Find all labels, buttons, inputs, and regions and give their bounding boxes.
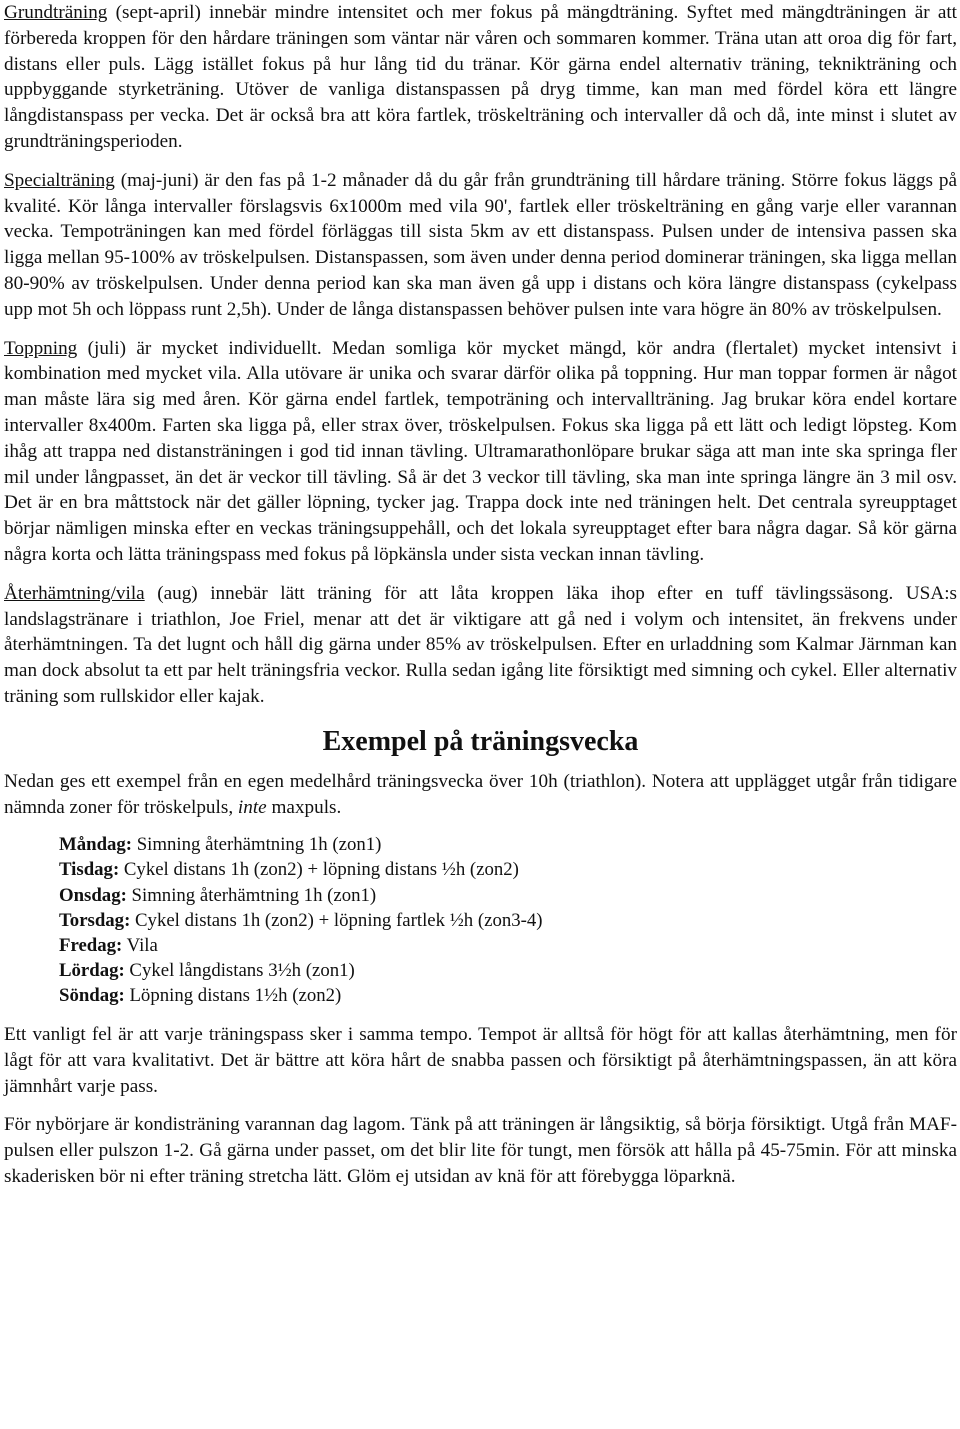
phase-term: Specialträning	[4, 169, 115, 191]
list-item	[59, 958, 957, 983]
example-intro-before: Nedan ges ett exempel från en egen medelhård träningsvecka över 10h (triathlon). Notera att upplägget utgår från tidigare nämnda zoner för tröskelpuls,	[4, 770, 957, 818]
day-plan: Cykel långdistans 3½h (zon1)	[124, 959, 355, 981]
example-intro-after: maxpuls.	[266, 796, 342, 818]
day-label: Fredag:	[59, 934, 123, 956]
example-intro-emphasis: inte	[237, 796, 267, 818]
day-plan: Cykel distans 1h (zon2) + löpning distans ½h (zon2)	[119, 859, 519, 881]
phase-toppning	[4, 336, 957, 568]
day-plan: Simning återhämtning 1h (zon1)	[126, 884, 377, 906]
list-item	[59, 832, 957, 857]
phase-text: (maj-juni) är den fas på 1-2 månader då du går från grundträning till hårdare träning. Större fokus läggs på kvalité. Kör långa intervaller förslagsvis 6x1000m med vila 90', fartlek eller tröskelträning en gång varje eller varannan vecka. Tempoträningen kan med fördel förläggas till sista 5km av ett distanspass. Pulsen under de intensiva passen ska ligga mellan 95-100% av tröskelpulsen. Distanspassen, som även under denna period dominerar träningen, ska ligga mellan 80-90% av tröskelpulsen. Under denna period kan ska man även gå upp i distans och köra längre distanspass (cykelpass upp mot 5h och löppass runt 2,5h). Under de långa distanspassen behöver pulsen inte vara högre än 80% av tröskelpulsen.	[4, 169, 957, 320]
phase-text: (aug) innebär lätt träning för att låta kroppen läka ihop efter en tuff tävlingssäsong. USA:s landslagstränare i triathlon, Joe Friel, menar att det är viktigare att gå ned i volym och intensitet, än frekvens under återhämtningen. Ta det lugnt och håll dig gärna under 85% av tröskelpulsen. Efter en urladdning som Kalmar Järnman kan man dock absolut ta ett par helt träningsfria veckor. Rulla sedan igång lite försiktigt med simning och cykel. Eller alternativ träning som rullskidor eller kajak.	[4, 582, 957, 707]
phase-term: Grundträning	[4, 2, 108, 23]
phase-term: Återhämtning/vila	[4, 582, 145, 604]
closing-paragraph-tempo: Ett vanligt fel är att varje träningspass sker i samma tempo. Tempot är alltså för högt för att kallas återhämtning, men för lågt för att vara kvalitativt. Det är bättre att köra hårt de snabba passen och försiktigt på återhämtningspassen, än att köra jämnhårt varje pass.	[4, 1023, 957, 1097]
day-label: Måndag:	[59, 834, 133, 856]
day-plan: Cykel distans 1h (zon2) + löpning fartlek ½h (zon3-4)	[130, 909, 543, 931]
day-plan: Vila	[122, 934, 158, 956]
closing-paragraph-beginners: För nybörjare är kondisträning varannan dag lagom. Tänk på att träningen är långsiktig, så börja försiktigt. Utgå från MAF-pulsen eller pulszon 1-2. Gå gärna under passet, om det blir lite för tungt, men försök att hålla på 45-75min. För att minska skaderisken bör ni efter träning stretcha lätt. Glöm ej utsidan av knä för att förebygga löparknä.	[4, 1114, 957, 1187]
day-label: Lördag:	[59, 959, 125, 981]
list-item	[59, 933, 957, 958]
day-label: Onsdag:	[59, 884, 127, 906]
day-plan: Simning återhämtning 1h (zon1)	[132, 834, 382, 856]
day-label: Tisdag:	[59, 859, 120, 881]
phase-aterhamtning	[4, 581, 957, 710]
list-item	[59, 983, 957, 1008]
phase-specialtraning	[4, 168, 957, 323]
training-week-list	[59, 832, 957, 1008]
phase-term: Toppning	[4, 337, 78, 359]
list-item	[59, 908, 957, 933]
document-page	[4, 0, 957, 1190]
phase-grundtraning	[4, 0, 957, 155]
example-heading: Exempel på träningsvecka	[322, 725, 639, 757]
phase-text: (juli) är mycket individuellt. Medan somliga kör mycket mängd, kör andra (flertalet) mycket intensivt i kombination med mycket vila. Alla utövare är unika och svarar därför olika på toppning. Hur man toppar formen är något man måste lära sig med åren. Kör gärna endel fartlek, tempoträning och intervallträning. Jag brukar köra endel kortare intervaller 8x400m. Farten ska ligga på, eller strax över, tröskelpulsen. Fokus ska ligga på ett lätt och ledigt löpsteg. Kom ihåg att trappa ned distansträningen i god tid innan tävling. Ultramarathonlöpare brukar säga att man inte ska springa fler mil under långpasset, än det är veckor till tävling. Så är det 3 veckor till tävling, ska man inte springa längre än 3 mil osv. Det är en bra måttstock när det gäller löpning, tycker jag. Trappa dock inte ned träningen helt. Det centrala syreupptaget börjar nämligen minska efter en veckas träningsuppehåll, och det lokala syreupptaget efter bara några dagar. Så kör gärna några korta och lätta träningspass med fokus på löpkänsla under sista veckan innan tävling.	[4, 337, 957, 565]
list-item	[59, 857, 957, 882]
day-label: Söndag:	[59, 984, 125, 1006]
phase-text: (sept-april) innebär mindre intensitet och mer fokus på mängdträning. Syftet med mängdträningen är att förbereda kroppen för den hårdare träningen som väntar när våren och sommaren kommer. Träna utan att oroa dig för fart, distans eller puls. Lägg istället fokus på hur lång tid du tränar. Kör gärna endel alternativ träning, teknikträning och uppbyggande styrketräning. Utöver de vanliga distanspassen på dryg timme, kan man med fördel köra ett längre långdistanspass per vecka. Det är också bra att köra fartlek, tröskelträning och intervaller då och då, inte minst i slutet av grundträningsperioden.	[4, 2, 957, 152]
day-plan: Löpning distans 1½h (zon2)	[124, 984, 342, 1006]
day-label: Torsdag:	[59, 909, 131, 931]
example-intro	[4, 769, 957, 821]
list-item	[59, 883, 957, 908]
